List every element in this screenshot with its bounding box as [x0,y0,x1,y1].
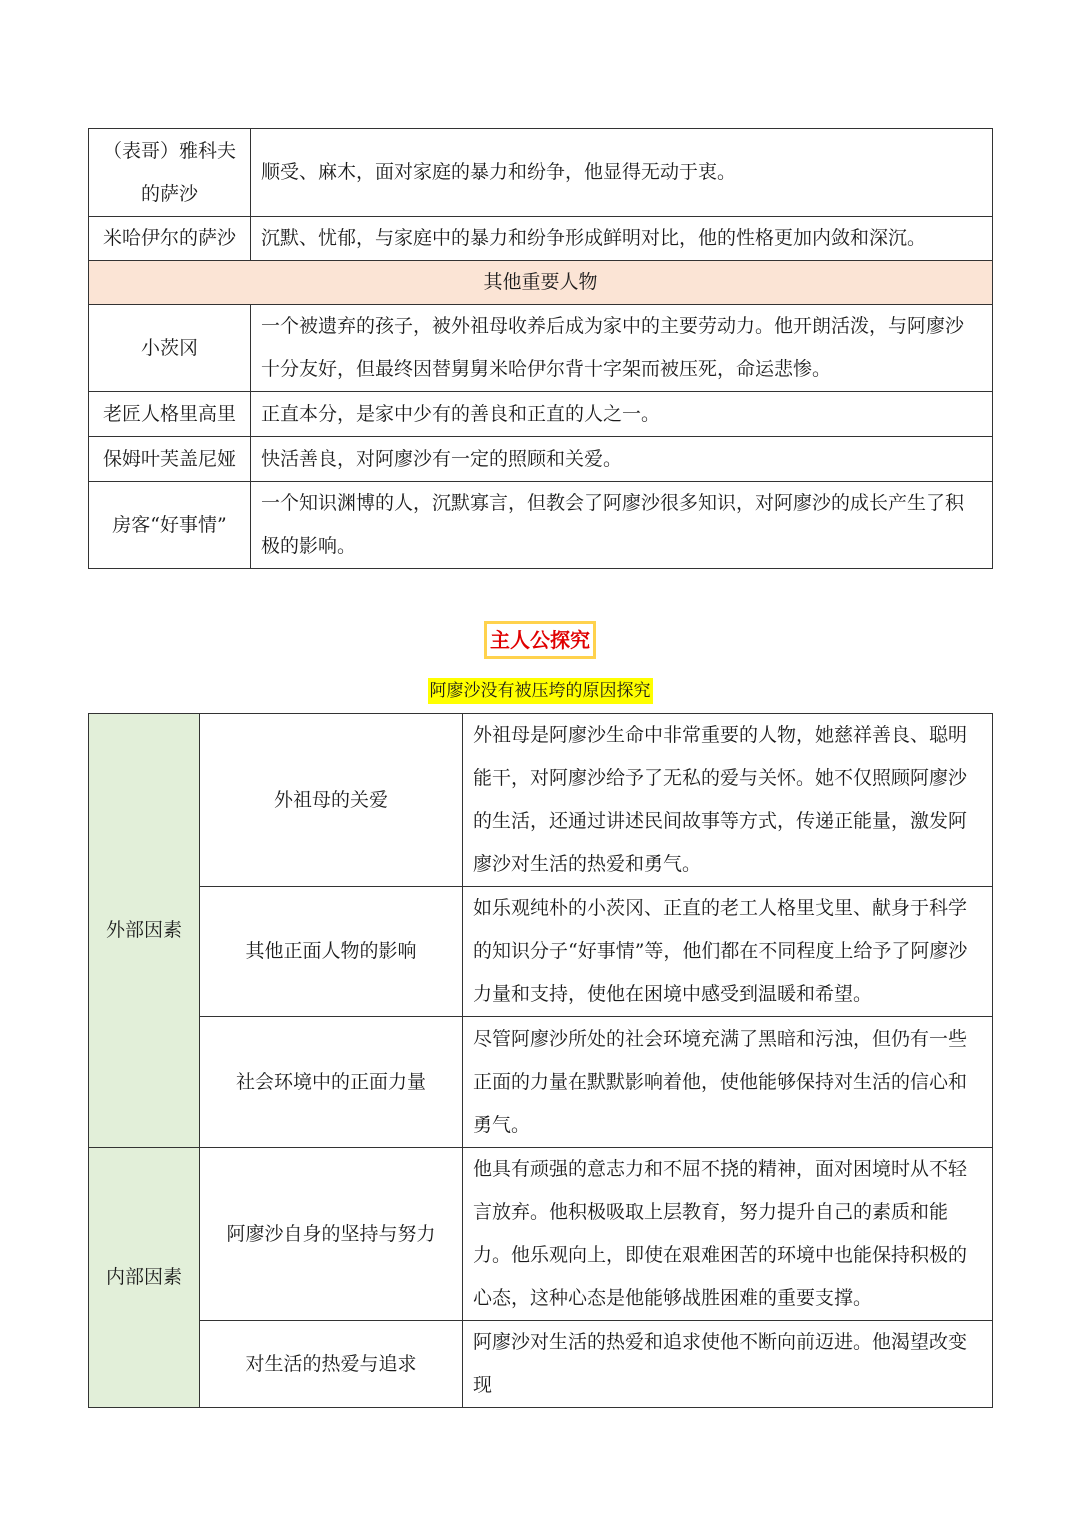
table-row [89,482,993,569]
character-name: 老匠人格里高里 [89,392,251,437]
character-desc: 顺受、麻木，面对家庭的暴力和纷争，他显得无动于衷。 [251,129,993,217]
table-row [89,887,993,1017]
reason-desc: 如乐观纯朴的小茨冈、正直的老工人格里戈里、献身于科学的知识分子“好事情”等，他们都在不同程度上给予了阿廖沙力量和支持，使他在困境中感受到温暖和希望。 [463,887,993,1017]
reason-item: 社会环境中的正面力量 [200,1017,463,1148]
table-row [89,437,993,482]
reason-item: 对生活的热爱与追求 [200,1321,463,1408]
heading-main: 主人公探究 [484,621,596,659]
reason-item: 外祖母的关爱 [200,714,463,887]
table-row [89,1321,993,1408]
reason-desc: 尽管阿廖沙所处的社会环境充满了黑暗和污浊，但仍有一些正面的力量在默默影响着他，使他能够保持对生活的信心和勇气。 [463,1017,993,1148]
character-desc: 正直本分，是家中少有的善良和正直的人之一。 [251,392,993,437]
character-name: 保姆叶芙盖尼娅 [89,437,251,482]
character-desc: 快活善良，对阿廖沙有一定的照顾和关爱。 [251,437,993,482]
section-row [89,261,993,305]
heading-sub: 阿廖沙没有被压垮的原因探究 [428,678,653,704]
table-row [89,129,993,217]
character-desc: 一个知识渊博的人，沉默寡言，但教会了阿廖沙很多知识，对阿廖沙的成长产生了积极的影响。 [251,482,993,569]
reason-item: 阿廖沙自身的坚持与努力 [200,1148,463,1321]
character-name: 米哈伊尔的萨沙 [89,217,251,261]
table-row [89,392,993,437]
table-row [89,1017,993,1148]
reasons-table [88,713,993,1408]
factor-external: 外部因素 [89,714,200,1148]
reason-desc: 外祖母是阿廖沙生命中非常重要的人物，她慈祥善良、聪明能干，对阿廖沙给予了无私的爱与关怀。她不仅照顾阿廖沙的生活，还通过讲述民间故事等方式，传递正能量，激发阿廖沙对生活的热爱和勇气。 [463,714,993,887]
characters-table [88,128,993,569]
table-row [89,1148,993,1321]
character-desc: 沉默、忧郁，与家庭中的暴力和纷争形成鲜明对比，他的性格更加内敛和深沉。 [251,217,993,261]
character-name: （表哥）雅科夫的萨沙 [89,129,251,217]
table-row [89,714,993,887]
table-row [89,217,993,261]
reason-item: 其他正面人物的影响 [200,887,463,1017]
character-name: 小茨冈 [89,305,251,392]
sub-heading [0,678,1080,704]
section-heading [0,621,1080,659]
table-row [89,305,993,392]
factor-internal: 内部因素 [89,1148,200,1408]
character-name: 房客“好事情” [89,482,251,569]
character-desc: 一个被遗弃的孩子，被外祖母收养后成为家中的主要劳动力。他开朗活泼，与阿廖沙十分友好，但最终因替舅舅米哈伊尔背十字架而被压死，命运悲惨。 [251,305,993,392]
section-title: 其他重要人物 [89,261,993,305]
reason-desc: 他具有顽强的意志力和不屈不挠的精神，面对困境时从不轻言放弃。他积极吸取上层教育，努力提升自己的素质和能力。他乐观向上，即使在艰难困苦的环境中也能保持积极的心态，这种心态是他能够战胜困难的重要支撑。 [463,1148,993,1321]
reason-desc: 阿廖沙对生活的热爱和追求使他不断向前迈进。他渴望改变现 [463,1321,993,1408]
